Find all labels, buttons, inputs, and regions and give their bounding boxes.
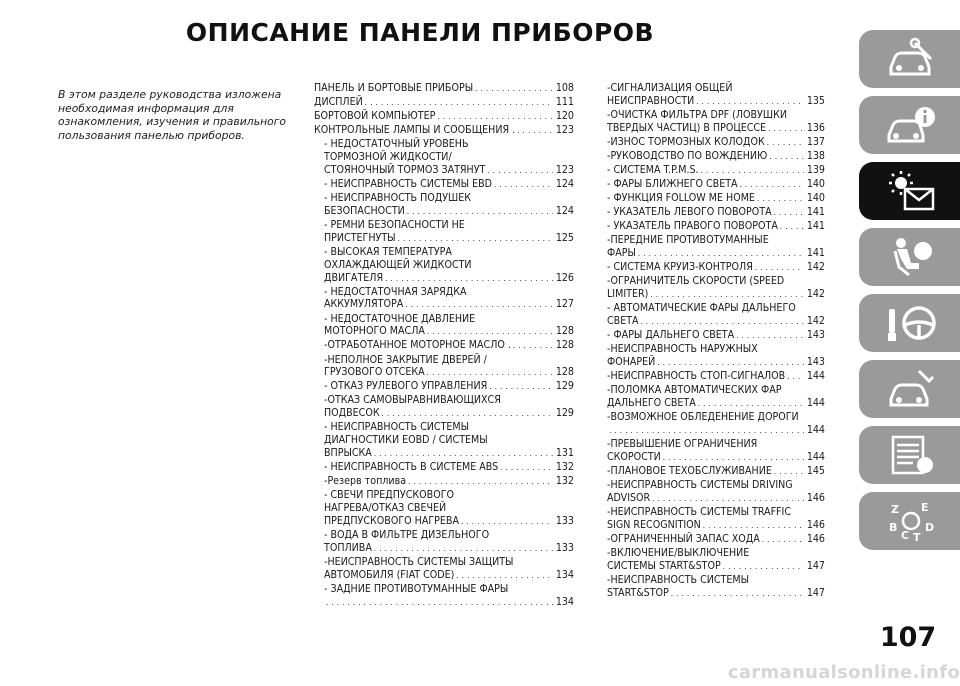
toc-page-number: 133	[555, 541, 574, 554]
toc-entry-text: АККУМУЛЯТОРА	[324, 298, 404, 311]
toc-entry-text: -НЕИСПРАВНОСТЬ СИСТЕМЫ	[607, 573, 750, 586]
toc-entry-text: СТОЯНОЧНЫЙ ТОРМОЗ ЗАТЯНУТ	[324, 163, 486, 176]
dot-leader	[696, 97, 804, 107]
dot-leader	[405, 300, 553, 310]
dot-leader	[494, 180, 553, 190]
dot-leader	[407, 207, 553, 217]
toc-page-number: 139	[806, 163, 825, 176]
toc-entry-text: ПОДВЕСОК	[324, 407, 380, 420]
toc-entry-text: - НЕИСПРАВНОСТЬ СИСТЕМЫ	[324, 421, 470, 434]
toc-entry[interactable]	[607, 302, 825, 328]
toc-entry[interactable]	[314, 354, 574, 380]
toc-page-number: 144	[806, 423, 825, 436]
dot-leader	[768, 124, 804, 134]
dot-leader	[723, 562, 804, 572]
toc-entry[interactable]	[314, 339, 574, 352]
toc-entry[interactable]	[314, 380, 574, 393]
toc-page-number: 123	[555, 124, 574, 137]
toc-entry-text: - ФАРЫ БЛИЖНЕГО СВЕТА	[607, 178, 738, 191]
index-letter: Z	[890, 503, 899, 516]
toc-column-left	[314, 82, 574, 610]
service-checklist-icon	[885, 433, 937, 477]
dot-leader	[398, 234, 553, 244]
toc-page-number: 137	[806, 135, 825, 148]
toc-entry-text: -НЕПОЛНОЕ ЗАКРЫТИЕ ДВЕРЕЙ /	[324, 353, 487, 366]
dot-leader	[663, 453, 804, 463]
toc-page-number: 141	[806, 247, 825, 260]
toc-page-number: 145	[806, 464, 825, 477]
toc-entry-text: - ОТКАЗ РУЛЕВОГО УПРАВЛЕНИЯ	[324, 380, 488, 393]
dot-leader	[769, 152, 803, 162]
intro-paragraph	[58, 88, 288, 142]
toc-entry-text: - УКАЗАТЕЛЬ ПРАВОГО ПОВОРОТА	[607, 220, 778, 233]
toc-entry-text: ФОНАРЕЙ	[607, 356, 656, 369]
toc-entry[interactable]	[314, 583, 574, 609]
toc-entry-text: START&STOP	[607, 586, 669, 599]
toc-page-number: 135	[806, 94, 825, 107]
toc-entry-text: ДИСПЛЕЙ	[314, 96, 363, 109]
toc-entry[interactable]	[607, 384, 825, 410]
toc-entry-text: -ПРЕВЫШЕНИЕ ОГРАНИЧЕНИЯ	[607, 438, 758, 451]
toc-entry-text: БЕЗОПАСНОСТИ	[324, 204, 405, 217]
dot-leader	[671, 589, 804, 599]
dot-leader	[740, 180, 804, 190]
toc-page-number: 142	[806, 288, 825, 301]
toc-page-number: 140	[806, 192, 825, 205]
toc-entry-text: -ВКЛЮЧЕНИЕ/ВЫКЛЮЧЕНИЕ	[607, 546, 750, 559]
dot-leader	[382, 409, 553, 419]
intro-line: В этом разделе руководства изложена	[58, 88, 282, 101]
dot-leader	[652, 494, 804, 504]
toc-entry[interactable]	[607, 547, 825, 573]
toc-entry-text: ТОРМОЗНОЙ ЖИДКОСТИ/	[324, 151, 452, 164]
toc-column-right	[607, 82, 825, 601]
dot-leader	[609, 426, 804, 436]
toc-entry-text: - ФУНКЦИЯ FOLLOW ME HOME	[607, 192, 755, 205]
toc-entry-text: - ВОДА В ФИЛЬТРЕ ДИЗЕЛЬНОГО	[324, 528, 490, 541]
toc-entry-text: - РЕМНИ БЕЗОПАСНОСТИ НЕ	[324, 219, 465, 232]
dot-leader	[780, 222, 804, 232]
toc-entry-text: SIGN RECOGNITION	[607, 518, 701, 531]
toc-entry-text: - АВТОМАТИЧЕСКИЕ ФАРЫ ДАЛЬНЕГО	[607, 302, 796, 315]
toc-entry-text: - СИСТЕМА T.P.M.S.	[607, 163, 699, 176]
toc-page-number: 125	[555, 231, 574, 244]
toc-entry[interactable]	[607, 109, 825, 135]
toc-entry-text: НАГРЕВА/ОТКАЗ СВЕЧЕЙ	[324, 502, 447, 515]
passenger-airbag-icon	[885, 235, 937, 279]
toc-entry[interactable]	[607, 178, 825, 191]
toc-page-number: 141	[806, 220, 825, 233]
toc-entry[interactable]	[314, 82, 574, 95]
toc-entry-text: ПАНЕЛЬ И БОРТОВЫЕ ПРИБОРЫ	[314, 82, 474, 94]
toc-entry-text: НЕИСПРАВНОСТИ	[607, 94, 695, 107]
dot-leader	[500, 463, 553, 473]
toc-entry[interactable]	[607, 506, 825, 532]
dot-leader	[657, 358, 804, 368]
toc-entry[interactable]	[314, 556, 574, 582]
toc-page-number: 108	[555, 82, 574, 94]
toc-page-number: 129	[555, 407, 574, 420]
toc-page-number: 143	[806, 356, 825, 369]
toc-page-number: 111	[555, 96, 574, 109]
toc-entry[interactable]	[607, 438, 825, 464]
dot-leader	[487, 166, 552, 176]
toc-entry-text: - НЕИСПРАВНОСТЬ СИСТЕМЫ EBD	[324, 178, 492, 191]
toc-entry-text: - ФАРЫ ДАЛЬНЕГО СВЕТА	[607, 329, 735, 342]
dot-leader	[461, 517, 553, 527]
toc-entry-text: ГРУЗОВОГО ОТСЕКА	[324, 366, 425, 379]
toc-page-number: 127	[555, 298, 574, 311]
index-letter: B	[888, 521, 897, 534]
toc-entry[interactable]	[314, 475, 574, 488]
dot-leader	[755, 263, 804, 273]
toc-page-number: 132	[555, 475, 574, 488]
toc-entry-text: -ВОЗМОЖНОЕ ОБЛЕДЕНЕНИЕ ДОРОГИ	[607, 411, 799, 424]
toc-entry-text: СВЕТА	[607, 315, 639, 328]
car-tools-icon	[885, 37, 937, 81]
toc-entry-text: ДВИГАТЕЛЯ	[324, 271, 384, 284]
dot-leader	[489, 382, 553, 392]
toc-entry-text: СИСТЕМЫ START&STOP	[607, 559, 721, 572]
toc-page-number: 140	[806, 178, 825, 191]
toc-page-number: 131	[555, 446, 574, 459]
warning-light-message-icon	[885, 169, 937, 213]
toc-entry-text: ТВЕРДЫХ ЧАСТИЦ) В ПРОЦЕССЕ	[607, 121, 767, 134]
toc-page-number: 142	[806, 261, 825, 274]
dot-leader	[767, 138, 804, 148]
dot-leader	[456, 571, 552, 581]
index-letter: C	[900, 529, 909, 542]
tab-chapter-3[interactable]	[859, 162, 960, 220]
toc-entry[interactable]	[314, 178, 574, 191]
dot-leader	[513, 341, 553, 351]
toc-entry-text: -НЕИСПРАВНОСТЬ СИСТЕМЫ DRIVING	[607, 479, 793, 492]
dot-leader	[408, 477, 553, 487]
toc-entry[interactable]	[314, 461, 574, 474]
intro-line: ознакомления, изучения и правильного	[58, 115, 287, 128]
toc-entry-text: LIMITER)	[607, 288, 649, 301]
toc-page-number: 134	[555, 568, 574, 581]
toc-entry-text: ФАРЫ	[607, 247, 636, 260]
dot-leader	[365, 98, 553, 108]
toc-page-number: 147	[806, 586, 825, 599]
toc-page-number: 124	[555, 178, 574, 191]
toc-entry[interactable]	[314, 421, 574, 459]
toc-page-number: 147	[806, 559, 825, 572]
dot-leader	[437, 112, 552, 122]
dot-leader	[701, 166, 804, 176]
toc-page-number: 123	[555, 163, 574, 176]
toc-entry-text: -ПОЛОМКА АВТОМАТИЧЕСКИХ ФАР	[607, 384, 782, 397]
toc-entry-text: -НЕИСПРАВНОСТЬ СИСТЕМЫ ЗАЩИТЫ	[324, 555, 514, 568]
toc-entry[interactable]	[607, 479, 825, 505]
index-letter: T	[912, 531, 921, 543]
dot-leader	[475, 84, 553, 94]
toc-entry[interactable]	[607, 220, 825, 233]
toc-entry[interactable]	[314, 110, 574, 123]
toc-entry-text: - НЕИСПРАВНОСТЬ В СИСТЕМЕ ABS	[324, 461, 499, 474]
toc-entry-text: -РУКОВОДСТВО ПО ВОЖДЕНИЮ	[607, 149, 768, 162]
toc-page-number: 141	[806, 206, 825, 219]
toc-entry-text: - УКАЗАТЕЛЬ ЛЕВОГО ПОВОРОТА	[607, 206, 772, 219]
dot-leader	[762, 535, 804, 545]
toc-entry[interactable]	[314, 246, 574, 284]
steering-wheel-icon	[885, 301, 937, 345]
toc-entry-text: - ВЫСОКАЯ ТЕМПЕРАТУРА	[324, 245, 452, 258]
toc-page-number: 146	[806, 518, 825, 531]
toc-entry-text: ADVISOR	[607, 491, 651, 504]
toc-entry-text: БОРТОВОЙ КОМПЬЮТЕР	[314, 110, 436, 123]
toc-entry[interactable]	[314, 124, 574, 137]
toc-entry-text: -ОЧИСТКА ФИЛЬТРА DPF (ЛОВУШКИ	[607, 108, 787, 121]
tab-chapter-8[interactable]	[859, 492, 960, 550]
toc-entry[interactable]	[607, 533, 825, 546]
dot-leader	[427, 368, 553, 378]
toc-entry[interactable]	[607, 370, 825, 383]
toc-entry-text: -ОГРАНИЧЕННЫЙ ЗАПАС ХОДА	[607, 532, 760, 545]
toc-entry-text: - НЕДОСТАТОЧНАЯ ЗАРЯДКА	[324, 285, 467, 298]
toc-entry-text: -ПЛАНОВОЕ ТЕХОБСЛУЖИВАНИЕ	[607, 464, 772, 477]
toc-entry[interactable]	[607, 206, 825, 219]
toc-entry-text: ПРЕДПУСКОВОГО НАГРЕВА	[324, 514, 459, 527]
toc-page-number: 132	[555, 461, 574, 474]
toc-entry[interactable]	[607, 329, 825, 342]
toc-page-number: 138	[806, 149, 825, 162]
toc-entry[interactable]	[607, 82, 825, 108]
toc-entry-text: МОТОРНОГО МАСЛА	[324, 325, 425, 338]
toc-entry[interactable]	[314, 96, 574, 109]
toc-entry[interactable]	[607, 574, 825, 600]
toc-entry[interactable]	[314, 313, 574, 339]
toc-entry[interactable]	[314, 489, 574, 527]
toc-entry[interactable]	[607, 234, 825, 260]
toc-entry[interactable]	[314, 192, 574, 218]
toc-page-number: 120	[555, 110, 574, 123]
toc-entry-text: -ИЗНОС ТОРМОЗНЫХ КОЛОДОК	[607, 135, 765, 148]
toc-page-number: 144	[806, 450, 825, 463]
toc-entry[interactable]	[607, 150, 825, 163]
dot-leader	[374, 449, 553, 459]
dot-leader	[517, 126, 553, 136]
dot-leader	[774, 208, 804, 218]
tab-chapter-6[interactable]	[859, 360, 960, 418]
toc-entry[interactable]	[607, 136, 825, 149]
toc-entry[interactable]	[314, 394, 574, 420]
dot-leader	[427, 327, 553, 337]
toc-entry-text: - НЕДОСТАТОЧНЫЙ УРОВЕНЬ	[324, 138, 469, 151]
toc-entry-text: -ОТРАБОТАННОЕ МОТОРНОЕ МАСЛО .	[324, 339, 511, 352]
toc-page-number: 124	[555, 204, 574, 217]
toc-page-number: 134	[555, 595, 574, 608]
toc-page-number: 136	[806, 121, 825, 134]
toc-page-number: 126	[555, 271, 574, 284]
toc-page-number: 144	[806, 397, 825, 410]
intro-line: пользования панелью приборов.	[58, 128, 245, 142]
watermark: carmanualsonline.info	[727, 662, 960, 683]
dot-leader	[374, 544, 553, 554]
toc-page-number: 128	[555, 366, 574, 379]
toc-entry-text: -СИГНАЛИЗАЦИЯ ОБЩЕЙ	[607, 82, 733, 94]
toc-page-number: 144	[806, 370, 825, 383]
car-info-icon	[885, 103, 937, 147]
toc-entry-text: - НЕДОСТАТОЧНОЕ ДАВЛЕНИЕ	[324, 312, 476, 325]
dot-leader	[385, 274, 553, 284]
tab-chapter-4[interactable]	[859, 228, 960, 286]
toc-entry[interactable]	[314, 529, 574, 555]
toc-entry[interactable]	[607, 275, 825, 301]
index-letter: D	[924, 521, 934, 534]
toc-entry[interactable]	[314, 286, 574, 312]
toc-entry-text: ПРИСТЕГНУТЫ	[324, 231, 396, 244]
dot-leader	[774, 467, 804, 477]
index-letter: E	[920, 501, 929, 514]
toc-entry-text: - СИСТЕМА КРУИЗ-КОНТРОЛЯ	[607, 261, 753, 274]
tab-chapter-2[interactable]	[859, 96, 960, 154]
toc-entry[interactable]	[607, 192, 825, 205]
toc-entry[interactable]	[607, 164, 825, 177]
toc-entry-text: - ЗАДНИЕ ПРОТИВОТУМАННЫЕ ФАРЫ	[324, 582, 509, 595]
toc-page-number: 146	[806, 491, 825, 504]
dot-leader	[326, 598, 553, 608]
toc-entry[interactable]	[314, 219, 574, 245]
toc-page-number: 128	[555, 339, 574, 352]
toc-page-number: 128	[555, 325, 574, 338]
intro-line: необходимая информация для	[58, 101, 234, 115]
toc-entry-text: ВПРЫСКА	[324, 446, 372, 459]
toc-entry[interactable]	[314, 138, 574, 176]
toc-entry[interactable]	[607, 465, 825, 478]
toc-page-number: 129	[555, 380, 574, 393]
toc-entry[interactable]	[607, 343, 825, 369]
toc-entry-text: -ОТКАЗ САМОВЫРАВНИВАЮЩИХСЯ	[324, 394, 501, 407]
toc-page-number: 146	[806, 532, 825, 545]
tab-chapter-1[interactable]	[859, 30, 960, 88]
toc-entry-text: ОХЛАЖДАЮЩЕЙ ЖИДКОСТИ	[324, 258, 472, 271]
toc-page-number: 143	[806, 329, 825, 342]
toc-entry[interactable]	[607, 411, 825, 437]
toc-entry-text: - СВЕЧИ ПРЕДПУСКОВОГО	[324, 489, 455, 502]
dot-leader	[757, 194, 804, 204]
car-wrench-icon	[885, 367, 937, 411]
toc-entry-text: -ПЕРЕДНИЕ ПРОТИВОТУМАННЫЕ	[607, 234, 769, 247]
dot-leader	[703, 521, 804, 531]
dot-leader	[787, 372, 804, 382]
toc-entry-text: - НЕИСПРАВНОСТЬ ПОДУШЕК	[324, 192, 472, 205]
dot-leader	[641, 317, 804, 327]
page-number: 107	[879, 622, 937, 653]
index-letters-icon	[885, 499, 937, 543]
toc-entry-text: -ОГРАНИЧИТЕЛЬ СКОРОСТИ (SPEED	[607, 275, 785, 288]
tab-chapter-5[interactable]	[859, 294, 960, 352]
toc-entry-text: СКОРОСТИ	[607, 450, 661, 463]
toc-page-number: 142	[806, 315, 825, 328]
toc-entry-text: ДАЛЬНЕГО СВЕТА	[607, 397, 696, 410]
toc-entry-text: ТОПЛИВА	[324, 541, 372, 554]
toc-entry-text: АВТОМОБИЛЯ (FIAT CODE)	[324, 568, 455, 581]
toc-page-number: 133	[555, 514, 574, 527]
toc-entry-text: ДИАГНОСТИКИ EOBD / СИСТЕМЫ	[324, 434, 488, 447]
toc-entry[interactable]	[607, 261, 825, 274]
dot-leader	[698, 399, 804, 409]
toc-entry-text: -НЕИСПРАВНОСТЬ СИСТЕМЫ TRAFFIC	[607, 505, 792, 518]
toc-entry-text: -Резерв топлива	[324, 475, 407, 488]
page-title: ОПИСАНИЕ ПАНЕЛИ ПРИБОРОВ	[185, 18, 655, 47]
dot-leader	[736, 331, 804, 341]
toc-entry-text: -НЕИСПРАВНОСТЬ СТОП-СИГНАЛОВ	[607, 370, 786, 383]
tab-chapter-7[interactable]	[859, 426, 960, 484]
toc-entry-text: -НЕИСПРАВНОСТЬ НАРУЖНЫХ	[607, 343, 758, 356]
toc-entry-text: КОНТРОЛЬНЫЕ ЛАМПЫ И СООБЩЕНИЯ .	[314, 124, 516, 137]
dot-leader	[650, 290, 803, 300]
dot-leader	[638, 249, 804, 259]
